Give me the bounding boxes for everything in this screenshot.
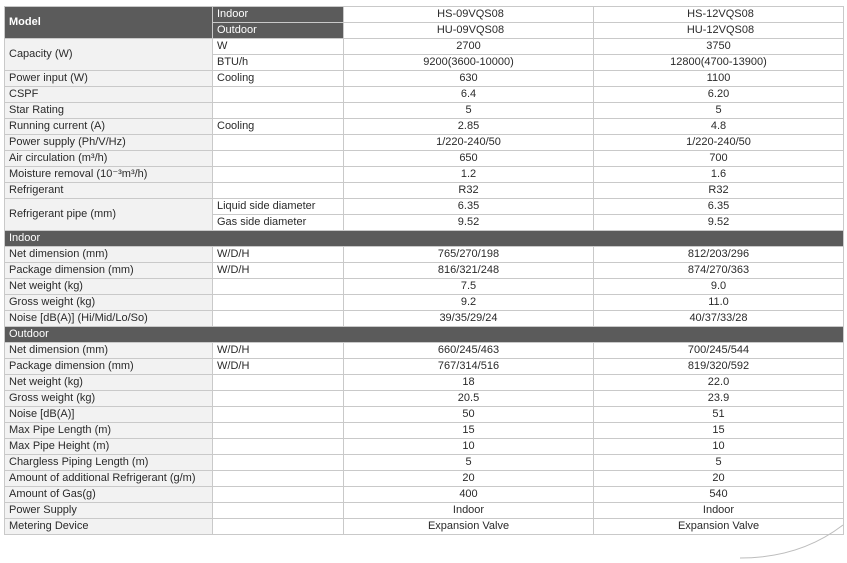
value-model-1: Expansion Valve (344, 519, 594, 535)
value-model-1: 816/321/248 (344, 263, 594, 279)
indoor-model-1: HS-09VQS08 (344, 7, 594, 23)
value-model-1: 1/220-240/50 (344, 135, 594, 151)
value-model-1: 1.2 (344, 167, 594, 183)
value-model-1: 50 (344, 407, 594, 423)
value-model-1: 2.85 (344, 119, 594, 135)
value-model-2: 812/203/296 (594, 247, 844, 263)
row-sub-label: Cooling (213, 119, 344, 135)
table-row (5, 87, 844, 103)
table-row (5, 263, 844, 279)
value-model-1: 9200(3600-10000) (344, 55, 594, 71)
table-row (5, 375, 844, 391)
row-sub-label: W (213, 39, 344, 55)
outdoor-model-2: HU-12VQS08 (594, 23, 844, 39)
row-sub-label (213, 519, 344, 535)
table-row (5, 407, 844, 423)
value-model-2: 20 (594, 471, 844, 487)
row-label: CSPF (5, 87, 213, 103)
row-sub-label (213, 391, 344, 407)
section-title-outdoor: Outdoor (5, 327, 844, 343)
decorative-curve (740, 520, 843, 560)
value-model-2: 5 (594, 103, 844, 119)
table-row (5, 311, 844, 327)
row-sub-label (213, 167, 344, 183)
row-label: Running current (A) (5, 119, 213, 135)
table-row (5, 151, 844, 167)
row-sub-label (213, 135, 344, 151)
row-sub-label (213, 375, 344, 391)
row-label: Metering Device (5, 519, 213, 535)
table-row (5, 199, 844, 215)
value-model-2: 6.35 (594, 199, 844, 215)
value-model-2: 15 (594, 423, 844, 439)
value-model-2: 819/320/592 (594, 359, 844, 375)
value-model-1: 9.2 (344, 295, 594, 311)
value-model-2: R32 (594, 183, 844, 199)
table-row (5, 135, 844, 151)
row-label: Max Pipe Height (m) (5, 439, 213, 455)
table-row (5, 183, 844, 199)
table-row (5, 279, 844, 295)
value-model-1: 660/245/463 (344, 343, 594, 359)
value-model-1: 765/270/198 (344, 247, 594, 263)
row-label: Package dimension (mm) (5, 359, 213, 375)
row-label: Max Pipe Length (m) (5, 423, 213, 439)
table-row (5, 519, 844, 535)
row-sub-label (213, 455, 344, 471)
row-label: Power Supply (5, 503, 213, 519)
value-model-1: 6.35 (344, 199, 594, 215)
row-sub-label (213, 87, 344, 103)
value-model-2: 40/37/33/28 (594, 311, 844, 327)
value-model-1: 2700 (344, 39, 594, 55)
value-model-1: 39/35/29/24 (344, 311, 594, 327)
value-model-2: 10 (594, 439, 844, 455)
table-row (5, 471, 844, 487)
table-row (5, 455, 844, 471)
value-model-1: 9.52 (344, 215, 594, 231)
value-model-2: 9.52 (594, 215, 844, 231)
value-model-2: 1/220-240/50 (594, 135, 844, 151)
row-label: Power input (W) (5, 71, 213, 87)
row-label: Gross weight (kg) (5, 295, 213, 311)
row-label: Refrigerant (5, 183, 213, 199)
value-model-1: 18 (344, 375, 594, 391)
row-sub-label: W/D/H (213, 359, 344, 375)
row-label: Noise [dB(A)] (Hi/Mid/Lo/So) (5, 311, 213, 327)
row-label: Amount of Gas(g) (5, 487, 213, 503)
section-header-indoor (5, 231, 844, 247)
value-model-2: 22.0 (594, 375, 844, 391)
value-model-1: 15 (344, 423, 594, 439)
value-model-2: 540 (594, 487, 844, 503)
row-sub-label (213, 487, 344, 503)
row-sub-label (213, 151, 344, 167)
row-label: Net dimension (mm) (5, 343, 213, 359)
row-label: Net weight (kg) (5, 279, 213, 295)
value-model-1: 7.5 (344, 279, 594, 295)
outdoor-label: Outdoor (213, 23, 344, 39)
row-sub-label: Liquid side diameter (213, 199, 344, 215)
row-label: Moisture removal (10⁻³m³/h) (5, 167, 213, 183)
row-sub-label (213, 407, 344, 423)
row-sub-label (213, 103, 344, 119)
value-model-2: 1.6 (594, 167, 844, 183)
outdoor-model-1: HU-09VQS08 (344, 23, 594, 39)
value-model-1: 767/314/516 (344, 359, 594, 375)
value-model-2: 9.0 (594, 279, 844, 295)
row-sub-label: W/D/H (213, 247, 344, 263)
row-label: Refrigerant pipe (mm) (5, 199, 213, 231)
table-row (5, 423, 844, 439)
row-label: Capacity (W) (5, 39, 213, 71)
value-model-1: 6.4 (344, 87, 594, 103)
value-model-2: 3750 (594, 39, 844, 55)
value-model-2: 700 (594, 151, 844, 167)
value-model-1: R32 (344, 183, 594, 199)
table-row (5, 503, 844, 519)
value-model-2: Expansion Valve (594, 519, 844, 535)
value-model-1: 5 (344, 455, 594, 471)
table-row (5, 343, 844, 359)
row-sub-label (213, 503, 344, 519)
value-model-2: 11.0 (594, 295, 844, 311)
table-row (5, 391, 844, 407)
table-row (5, 295, 844, 311)
value-model-2: 874/270/363 (594, 263, 844, 279)
row-sub-label: Cooling (213, 71, 344, 87)
row-sub-label: W/D/H (213, 263, 344, 279)
value-model-1: 650 (344, 151, 594, 167)
value-model-2: 1100 (594, 71, 844, 87)
table-row (5, 167, 844, 183)
row-label: Power supply (Ph/V/Hz) (5, 135, 213, 151)
table-row (5, 119, 844, 135)
row-label: Package dimension (mm) (5, 263, 213, 279)
header-row-indoor (5, 7, 844, 23)
table-row (5, 39, 844, 55)
row-sub-label (213, 439, 344, 455)
row-label: Net weight (kg) (5, 375, 213, 391)
table-row (5, 103, 844, 119)
spec-table (4, 6, 844, 535)
row-sub-label (213, 311, 344, 327)
row-sub-label (213, 423, 344, 439)
row-sub-label (213, 471, 344, 487)
row-label: Net dimension (mm) (5, 247, 213, 263)
value-model-1: Indoor (344, 503, 594, 519)
value-model-1: 20 (344, 471, 594, 487)
row-sub-label (213, 279, 344, 295)
row-sub-label: W/D/H (213, 343, 344, 359)
value-model-2: 5 (594, 455, 844, 471)
value-model-2: Indoor (594, 503, 844, 519)
table-row (5, 487, 844, 503)
value-model-2: 700/245/544 (594, 343, 844, 359)
row-label: Gross weight (kg) (5, 391, 213, 407)
value-model-1: 10 (344, 439, 594, 455)
row-sub-label (213, 183, 344, 199)
row-label: Noise [dB(A)] (5, 407, 213, 423)
table-row (5, 71, 844, 87)
table-row (5, 439, 844, 455)
model-label: Model (5, 7, 213, 39)
value-model-2: 6.20 (594, 87, 844, 103)
table-row (5, 247, 844, 263)
row-sub-label: BTU/h (213, 55, 344, 71)
value-model-2: 23.9 (594, 391, 844, 407)
section-header-outdoor (5, 327, 844, 343)
indoor-model-2: HS-12VQS08 (594, 7, 844, 23)
value-model-1: 400 (344, 487, 594, 503)
row-label: Chargless Piping Length (m) (5, 455, 213, 471)
table-row (5, 359, 844, 375)
row-sub-label (213, 295, 344, 311)
row-sub-label: Gas side diameter (213, 215, 344, 231)
row-label: Amount of additional Refrigerant (g/m) (5, 471, 213, 487)
value-model-1: 630 (344, 71, 594, 87)
value-model-1: 20.5 (344, 391, 594, 407)
value-model-2: 4.8 (594, 119, 844, 135)
value-model-2: 12800(4700-13900) (594, 55, 844, 71)
row-label: Star Rating (5, 103, 213, 119)
row-label: Air circulation (m³/h) (5, 151, 213, 167)
indoor-label: Indoor (213, 7, 344, 23)
value-model-2: 51 (594, 407, 844, 423)
value-model-1: 5 (344, 103, 594, 119)
section-title-indoor: Indoor (5, 231, 844, 247)
